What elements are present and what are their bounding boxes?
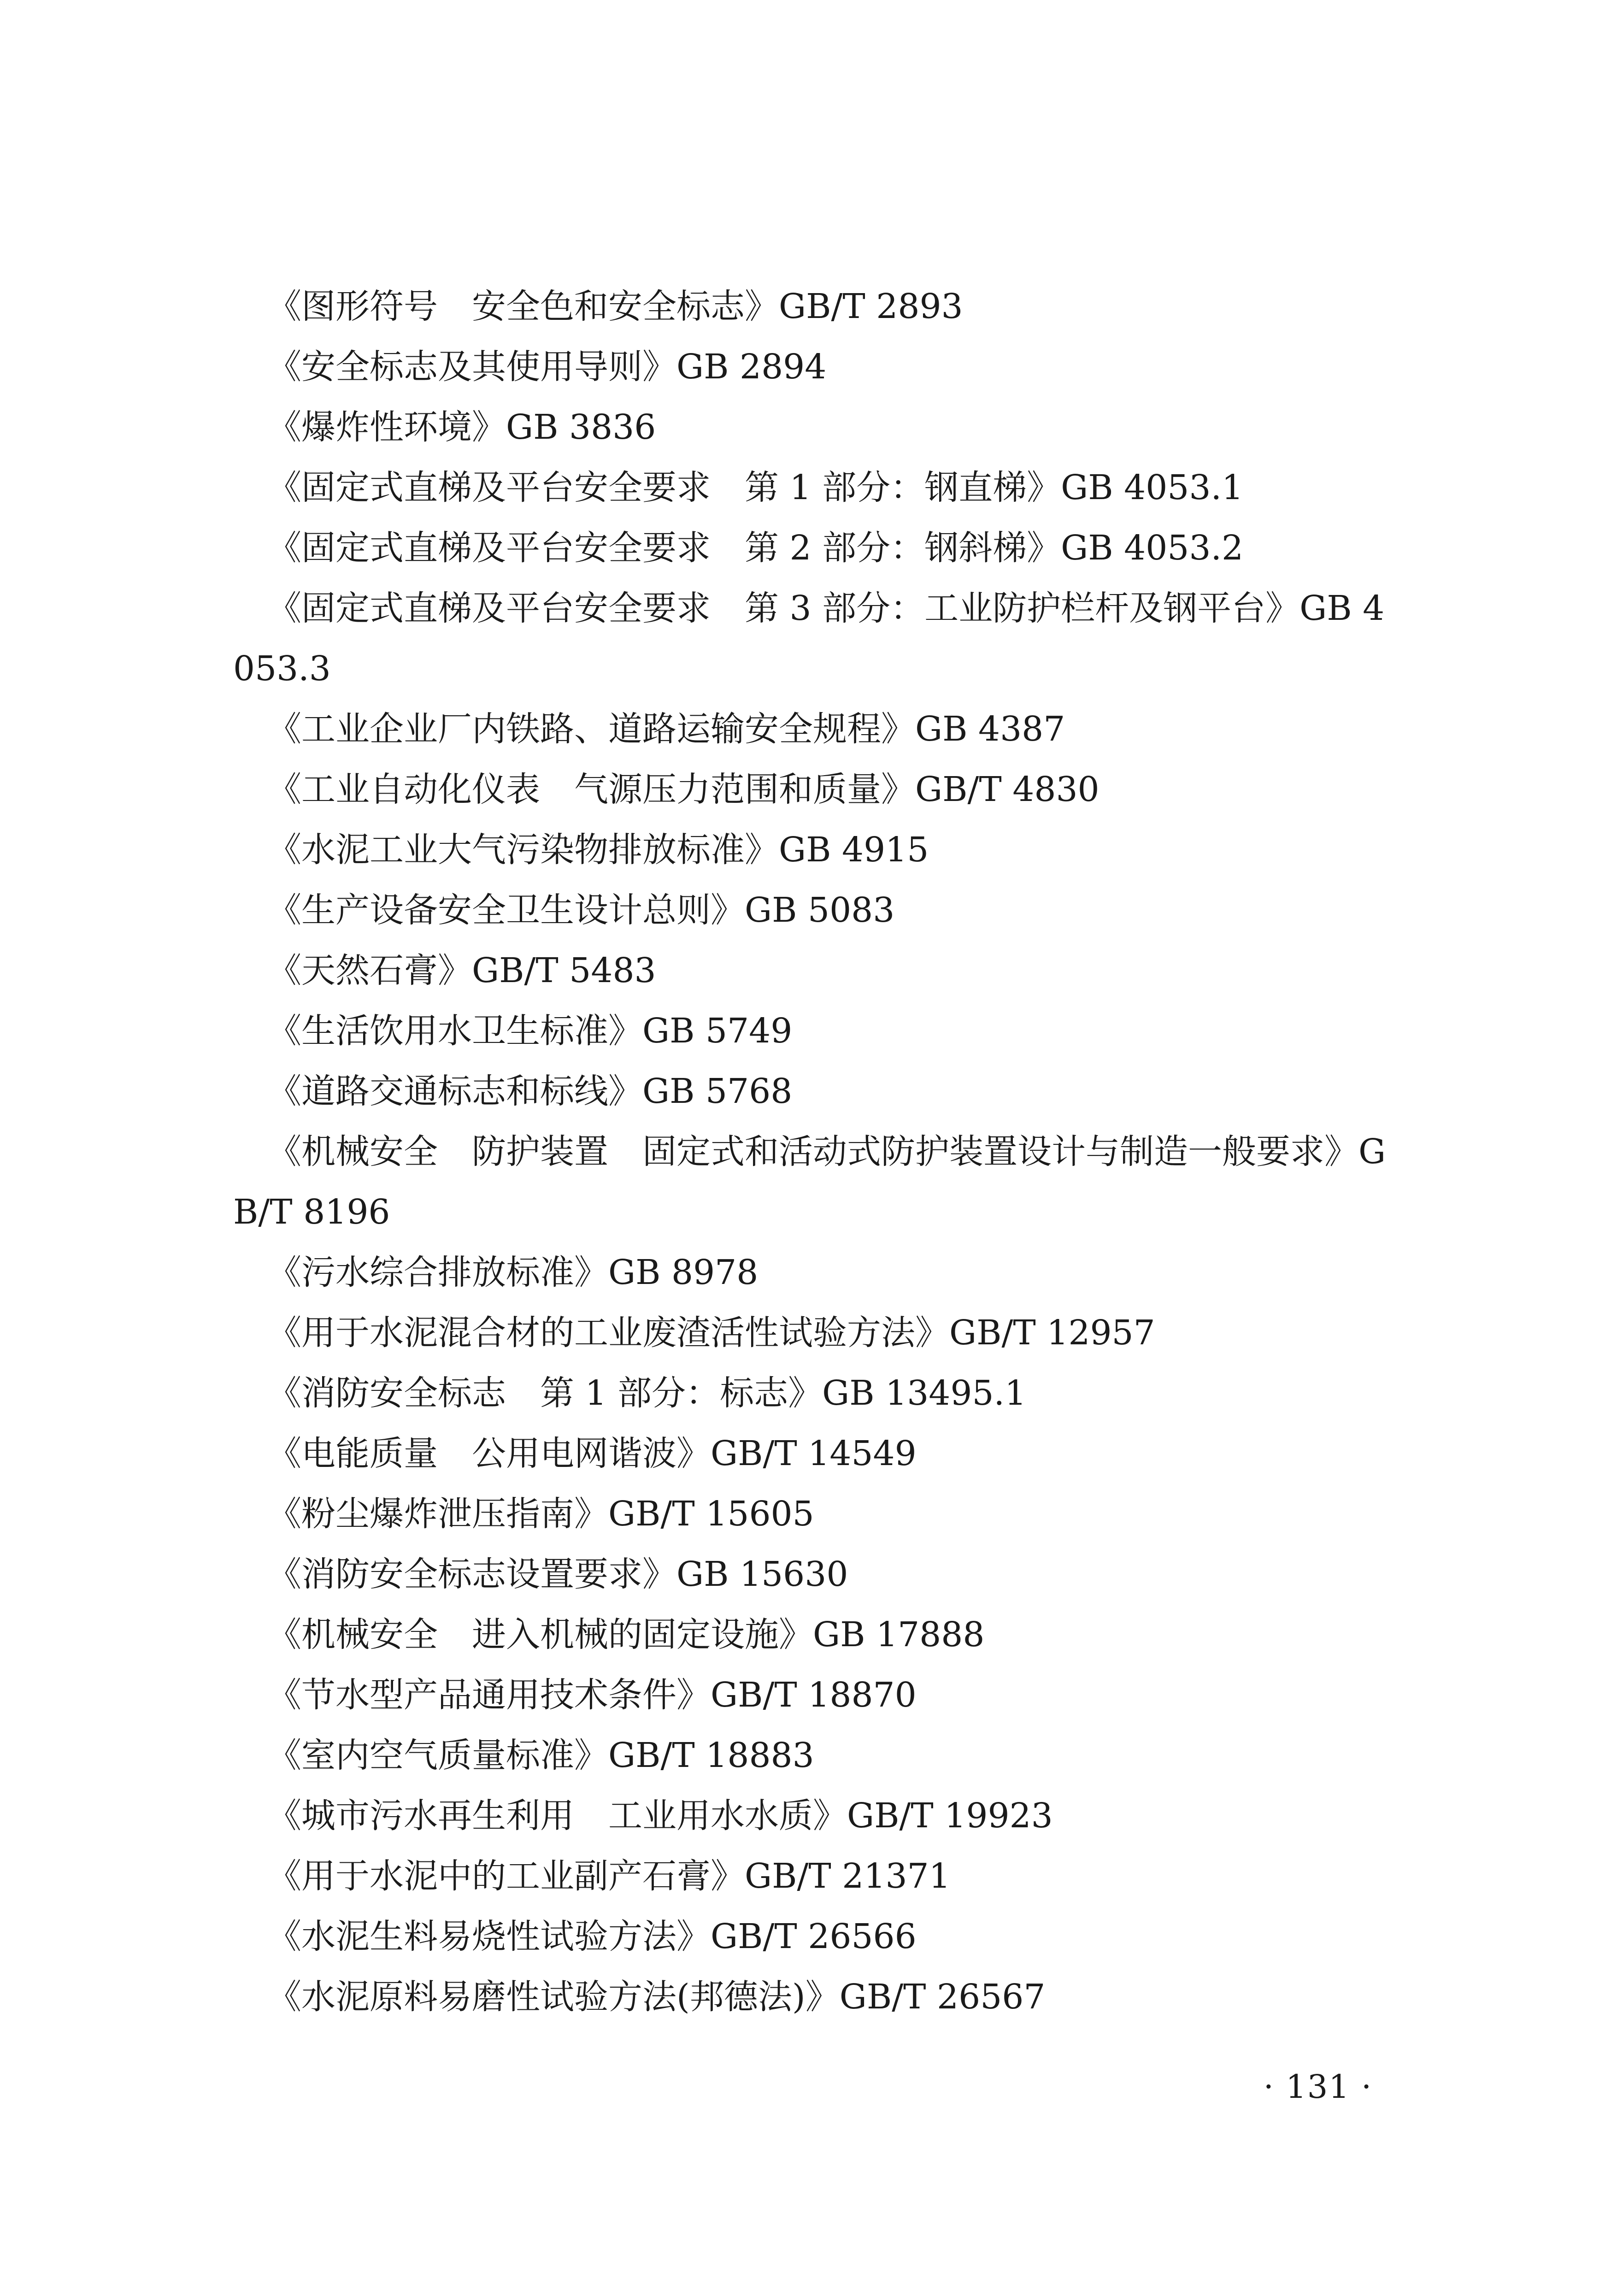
list-item: 《固定式直梯及平台安全要求 第 2 部分：钢斜梯》GB 4053.2 [267, 528, 1244, 568]
list-item: 《天然石膏》GB/T 5483 [267, 951, 656, 990]
list-item: 《电能质量 公用电网谐波》GB/T 14549 [267, 1434, 917, 1473]
list-item: 《城市污水再生利用 工业用水水质》GB/T 19923 [267, 1796, 1053, 1836]
list-item: 《道路交通标志和标线》GB 5768 [267, 1071, 793, 1111]
list-item: 《生产设备安全卫生设计总则》GB 5083 [267, 890, 895, 930]
list-item: 《消防安全标志 第 1 部分：标志》GB 13495.1 [267, 1373, 1027, 1413]
list-item: 《机械安全 防护装置 固定式和活动式防护装置设计与制造一般要求》GB/T 8196 [233, 1132, 1386, 1232]
list-item: 《工业企业厂内铁路、道路运输安全规程》GB 4387 [267, 709, 1065, 749]
page-number: · 131 · [1263, 2068, 1373, 2106]
list-item: 《水泥原料易磨性试验方法(邦德法)》GB/T 26567 [267, 1977, 1046, 2017]
list-item: 《污水综合排放标准》GB 8978 [267, 1253, 759, 1292]
list-item: 《图形符号 安全色和安全标志》GB/T 2893 [267, 287, 963, 326]
list-item: 《水泥生料易烧性试验方法》GB/T 26566 [267, 1917, 917, 1956]
list-item: 《安全标志及其使用导则》GB 2894 [267, 347, 827, 387]
standards-reference-list [233, 277, 1401, 2027]
list-item: 《工业自动化仪表 气源压力范围和质量》GB/T 4830 [267, 770, 1100, 809]
list-item: 《爆炸性环境》GB 3836 [267, 407, 656, 447]
list-item: 《室内空气质量标准》GB/T 18883 [267, 1736, 814, 1775]
list-item: 《水泥工业大气污染物排放标准》GB 4915 [267, 830, 929, 870]
list-item: 《消防安全标志设置要求》GB 15630 [267, 1554, 848, 1594]
list-item: 《粉尘爆炸泄压指南》GB/T 15605 [267, 1494, 814, 1534]
list-item: 《固定式直梯及平台安全要求 第 3 部分：工业防护栏杆及钢平台》GB 4053.3 [233, 589, 1385, 689]
list-item: 《用于水泥中的工业副产石膏》GB/T 21371 [267, 1856, 951, 1896]
list-item: 《机械安全 进入机械的固定设施》GB 17888 [267, 1615, 985, 1654]
list-item: 《固定式直梯及平台安全要求 第 1 部分：钢直梯》GB 4053.1 [267, 468, 1244, 507]
list-item: 《节水型产品通用技术条件》GB/T 18870 [267, 1675, 917, 1715]
list-item: 《用于水泥混合材的工业废渣活性试验方法》GB/T 12957 [267, 1313, 1155, 1353]
list-item: 《生活饮用水卫生标准》GB 5749 [267, 1011, 793, 1051]
